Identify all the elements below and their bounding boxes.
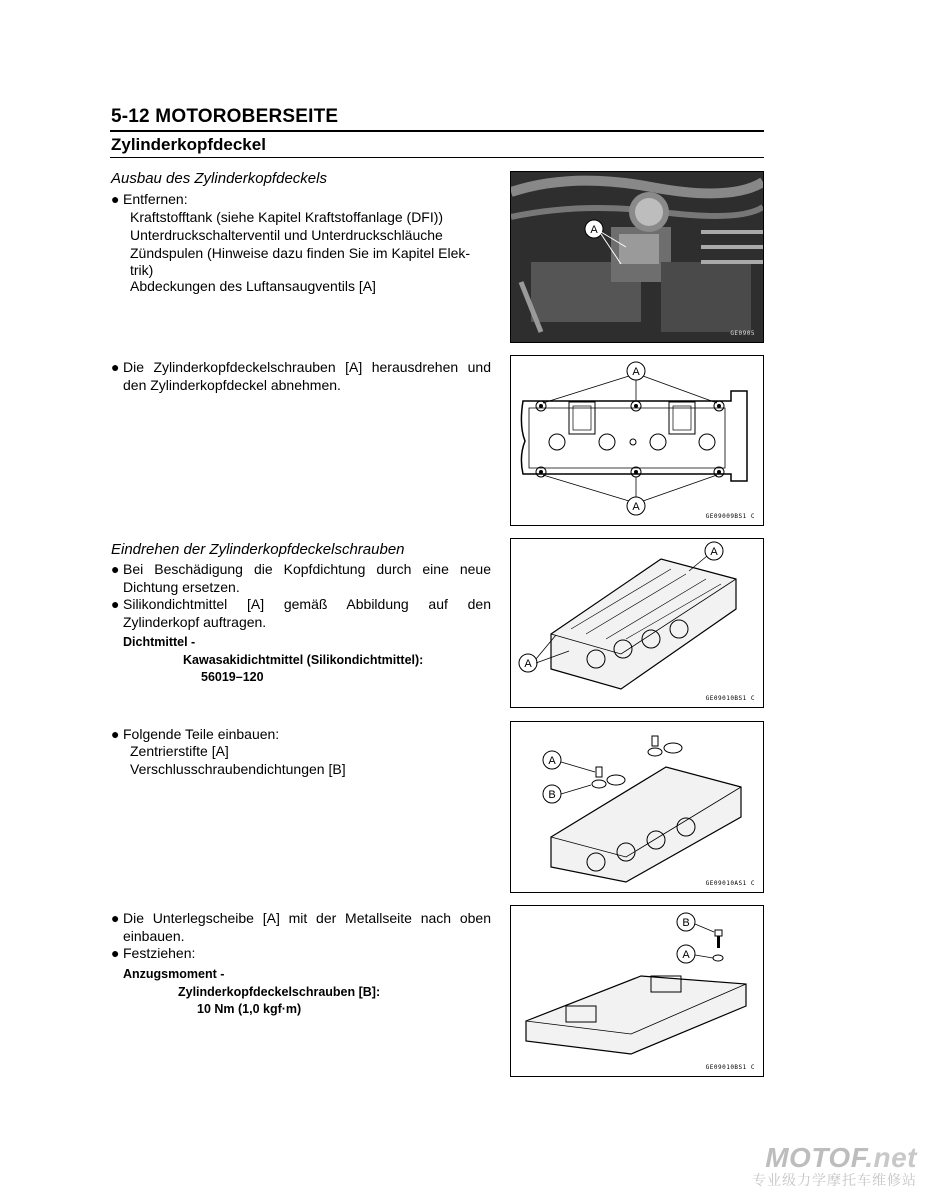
fig3-label-a-left: A	[524, 658, 532, 670]
figure-sealant	[510, 538, 764, 708]
install-bullet-5: ● Festziehen:	[111, 945, 196, 961]
install-bullet-1: ● Bei Beschädigung die Kopfdichtung durch eine neue Dichtung ersetzen.	[111, 561, 491, 595]
install-bullet-4: ● Die Unterlegscheibe [A] mit der Metallseite nach oben einbauen.	[111, 910, 491, 944]
removal-item-4: trik)	[130, 262, 154, 278]
torque-label: Anzugsmoment -	[123, 967, 225, 981]
figure-dowel-pins	[510, 721, 764, 893]
section-title: Zylinderkopfdeckel	[111, 135, 266, 154]
watermark-brand: MOTOF	[765, 1142, 866, 1173]
cover-bolts-graphic	[511, 356, 763, 525]
sealant-graphic	[511, 539, 763, 707]
fig2-label-a-bottom: A	[632, 501, 640, 513]
sealant-label: Dichtmittel -	[123, 635, 196, 649]
removal-item-3: Zündspulen (Hinweise dazu finden Sie im Kapitel Elek-	[130, 245, 471, 261]
dowel-pins-graphic	[511, 722, 763, 892]
sealant-part: 56019–120	[201, 670, 264, 684]
install-bullet-3: ● Folgende Teile einbauen:	[111, 726, 280, 742]
figure-washer-bolt	[510, 905, 764, 1077]
watermark-tagline: 专业级力学摩托车维修站	[752, 1172, 917, 1188]
fig5-label-b: B	[682, 917, 690, 929]
fig3-label-a-top: A	[710, 546, 718, 558]
title-rule	[110, 130, 764, 132]
fig2-label-a-top: A	[632, 366, 640, 378]
watermark-suffix: .net	[865, 1142, 917, 1173]
sealant-name: Kawasakidichtmittel (Silikondichtmittel):	[183, 653, 424, 667]
install-part-2: Verschlusschraubendichtungen [B]	[130, 761, 346, 777]
removal-bullet-2: ● Die Zylinderkopfdeckelschrauben [A] herausdrehen und den Zylinderkopfdeckel abnehmen.	[111, 359, 491, 393]
fig3-code: GE09010BS1 C	[705, 695, 755, 702]
fig1-label-a: A	[590, 224, 598, 236]
fig4-label-a: A	[548, 755, 556, 767]
engine-photo-graphic	[511, 172, 763, 342]
fig1-code: GE0905	[730, 330, 755, 337]
fig5-code: GE09010BS1 C	[705, 1064, 755, 1071]
fig4-label-b: B	[548, 789, 556, 801]
install-bullet-2: ● Silikondichtmittel [A] gemäß Abbildung auf den Zylinderkopf auftragen.	[111, 596, 491, 630]
figure-engine-photo	[510, 171, 764, 343]
removal-item-2: Unterdruckschalterventil und Unterdruckschläuche	[130, 227, 443, 243]
page-title: 5-12 MOTOROBERSEITE	[111, 106, 339, 127]
removal-bullet-1: ● Entfernen:	[111, 191, 188, 207]
figure-cover-bolts	[510, 355, 764, 526]
fig5-label-a: A	[682, 949, 690, 961]
fig2-code: GE09009BS1 C	[705, 513, 755, 520]
install-heading: Eindrehen der Zylinderkopfdeckelschrauben	[111, 541, 405, 558]
removal-item-1: Kraftstofftank (siehe Kapitel Kraftstoffanlage (DFI))	[130, 209, 444, 225]
watermark-logo	[752, 1142, 917, 1190]
washer-bolt-graphic	[511, 906, 763, 1076]
torque-value: 10 Nm (1,0 kgf·m)	[197, 1002, 302, 1016]
section-rule	[110, 157, 764, 158]
install-part-1: Zentrierstifte [A]	[130, 743, 229, 759]
removal-heading: Ausbau des Zylinderkopfdeckels	[111, 170, 327, 187]
removal-item-5: Abdeckungen des Luftansaugventils [A]	[130, 278, 376, 294]
torque-item: Zylinderkopfdeckelschrauben [B]:	[178, 985, 381, 999]
fig4-code: GE09010AS1 C	[705, 880, 755, 887]
